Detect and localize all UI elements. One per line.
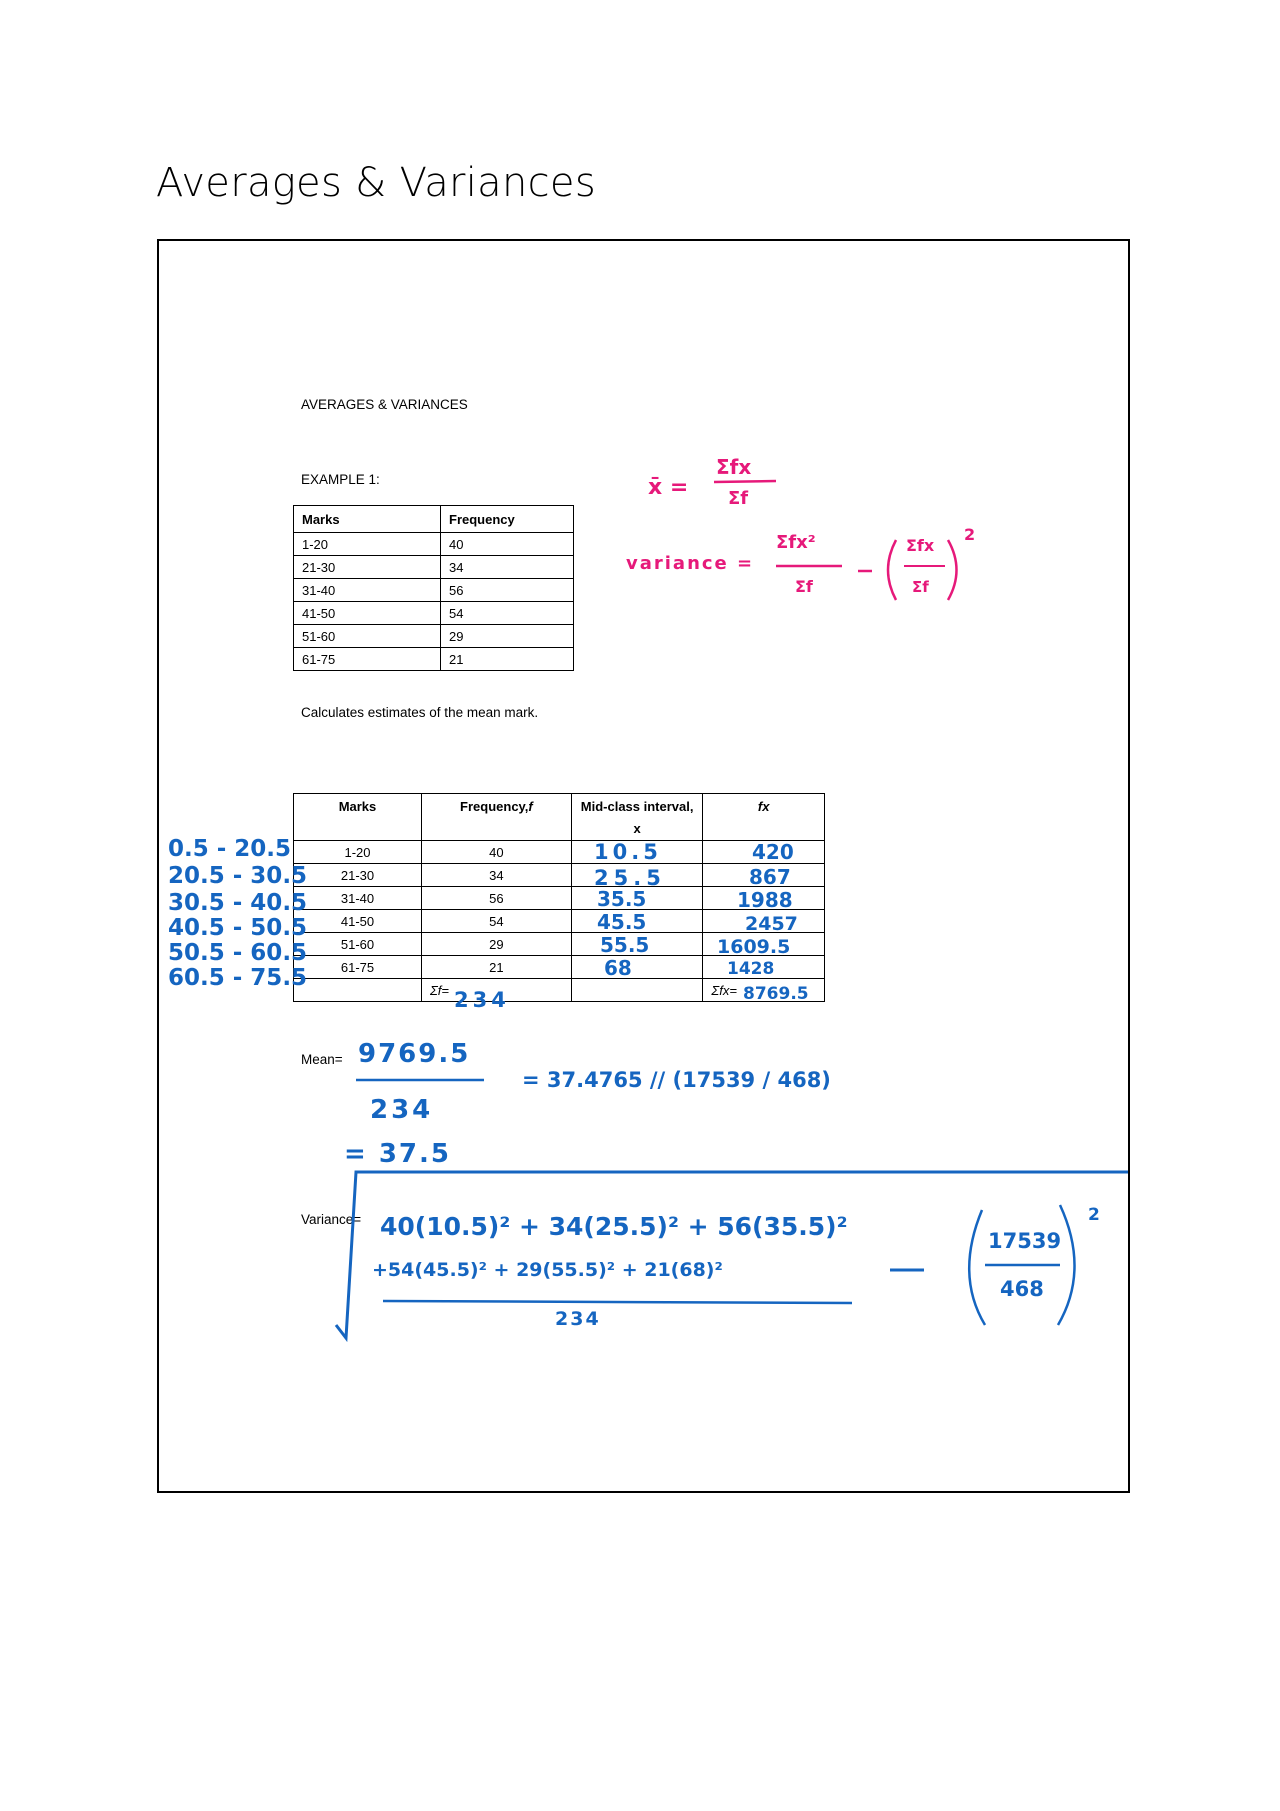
cell-marks: 21-30 [294,556,441,579]
cell-marks: 41-50 [294,910,422,933]
table-row [294,841,825,864]
mean-result: = 37.4765 // (17539 / 468) [522,1068,831,1092]
page-title: Averages & Variances [156,160,596,206]
cell-frequency: 56 [421,887,571,910]
variance-exponent: 2 [1088,1205,1100,1225]
cell-marks: 51-60 [294,625,441,648]
variance-formula-sub-den: Σf [912,578,929,596]
variance-formula-num: Σfx² [776,532,816,553]
fx-item: 420 [752,840,794,864]
cell-marks: 31-40 [294,579,441,602]
mean-numerator: 9769.5 [358,1039,471,1069]
fx-item: 867 [749,865,791,889]
midpoint-item: 45.5 [597,910,647,934]
mean-label: Mean= [301,1052,343,1067]
header-frequency-symbol: f [528,799,533,814]
header-frequency-label: Frequency, [460,799,529,814]
cell-midclass [571,956,703,979]
instruction-text: Calculates estimates of the mean mark. [301,705,539,720]
midpoint-item: 55.5 [600,933,650,957]
cell-marks: 21-30 [294,864,422,887]
boundary-item: 40.5 - 50.5 [168,915,308,941]
cell-frequency: 34 [421,864,571,887]
cell-frequency: 54 [421,910,571,933]
variance-line1: 40(10.5)² + 34(25.5)² + 56(35.5)² [380,1212,848,1241]
cell-marks: 41-50 [294,602,441,625]
cell-sum-f: Σf= [421,979,571,1002]
cell-fx [703,887,825,910]
doc-heading: AVERAGES & VARIANCES [301,397,468,412]
cell-empty [294,979,422,1002]
cell-marks: 61-75 [294,956,422,979]
cell-frequency: 40 [441,533,574,556]
header-frequency [421,794,571,841]
cell-empty [571,979,703,1002]
variance-formula-lhs: variance = [626,553,755,574]
variance-line2: +54(45.5)² + 29(55.5)² + 21(68)² [372,1259,723,1281]
boundary-item: 50.5 - 60.5 [168,940,308,966]
cell-frequency: 21 [441,648,574,671]
fx-item: 2457 [745,913,798,935]
fx-item: 1988 [737,888,793,912]
table-row-sum [294,979,825,1002]
midpoint-item: 10.5 [594,840,662,864]
variance-formula-sub-num: Σfx [906,536,935,555]
cell-midclass [571,887,703,910]
header-marks: Marks [294,506,441,533]
fx-item: 1428 [727,959,775,979]
sum-fx-value: 8769.5 [743,984,809,1004]
variance-sub-den: 468 [1000,1277,1044,1301]
cell-sum-fx: Σfx= [703,979,825,1002]
mean-formula-den: Σf [728,488,749,509]
cell-frequency: 54 [441,602,574,625]
variance-sub-num: 17539 [988,1229,1062,1253]
table-row [294,648,574,671]
boundary-item: 30.5 - 40.5 [168,890,308,916]
exponent-2: 2 [964,525,976,544]
cell-marks: 1-20 [294,533,441,556]
cell-midclass [571,841,703,864]
cell-fx [703,956,825,979]
cell-marks: 1-20 [294,841,422,864]
variance-label: Variance= [301,1212,362,1227]
table-row [294,533,574,556]
sum-f-value: 234 [454,988,510,1012]
cell-marks: 31-40 [294,887,422,910]
midpoint-item: 68 [604,956,632,980]
table-row [294,864,825,887]
frequency-table [293,505,574,671]
table-row [294,579,574,602]
cell-frequency: 56 [441,579,574,602]
cell-frequency: 29 [441,625,574,648]
table-row [294,887,825,910]
boundary-item: 60.5 - 75.5 [168,965,308,991]
mean-denominator: 234 [370,1095,434,1125]
cell-fx [703,864,825,887]
cell-frequency: 34 [441,556,574,579]
header-fx: fx [703,794,825,841]
midpoint-item: 25.5 [594,866,666,890]
cell-midclass [571,864,703,887]
variance-denominator: 234 [555,1308,601,1330]
cell-frequency: 21 [421,956,571,979]
boundary-item: 0.5 - 20.5 [168,836,292,862]
mean-formula-num: Σfx [716,455,752,479]
cell-fx [703,841,825,864]
mean-rounded: = 37.5 [344,1139,451,1169]
cell-frequency: 40 [421,841,571,864]
table-row [294,933,825,956]
cell-frequency: 29 [421,933,571,956]
variance-formula-den: Σf [795,577,813,596]
table-row [294,910,825,933]
fx-item: 1609.5 [717,936,791,958]
cell-marks: 61-75 [294,648,441,671]
table-row [294,556,574,579]
cell-fx [703,910,825,933]
calculation-table [293,793,825,1002]
mean-formula-lhs: x̄ = [648,475,689,500]
cell-fx [703,933,825,956]
midpoint-item: 35.5 [597,887,647,911]
boundary-item: 20.5 - 30.5 [168,863,308,889]
table-row [294,625,574,648]
header-frequency: Frequency [441,506,574,533]
cell-midclass [571,933,703,956]
example-label: EXAMPLE 1: [301,472,380,487]
table-row [294,956,825,979]
header-midclass: Mid-class interval, x [571,794,703,841]
table-row [294,602,574,625]
cell-marks: 51-60 [294,933,422,956]
header-marks: Marks [294,794,422,841]
cell-midclass [571,910,703,933]
